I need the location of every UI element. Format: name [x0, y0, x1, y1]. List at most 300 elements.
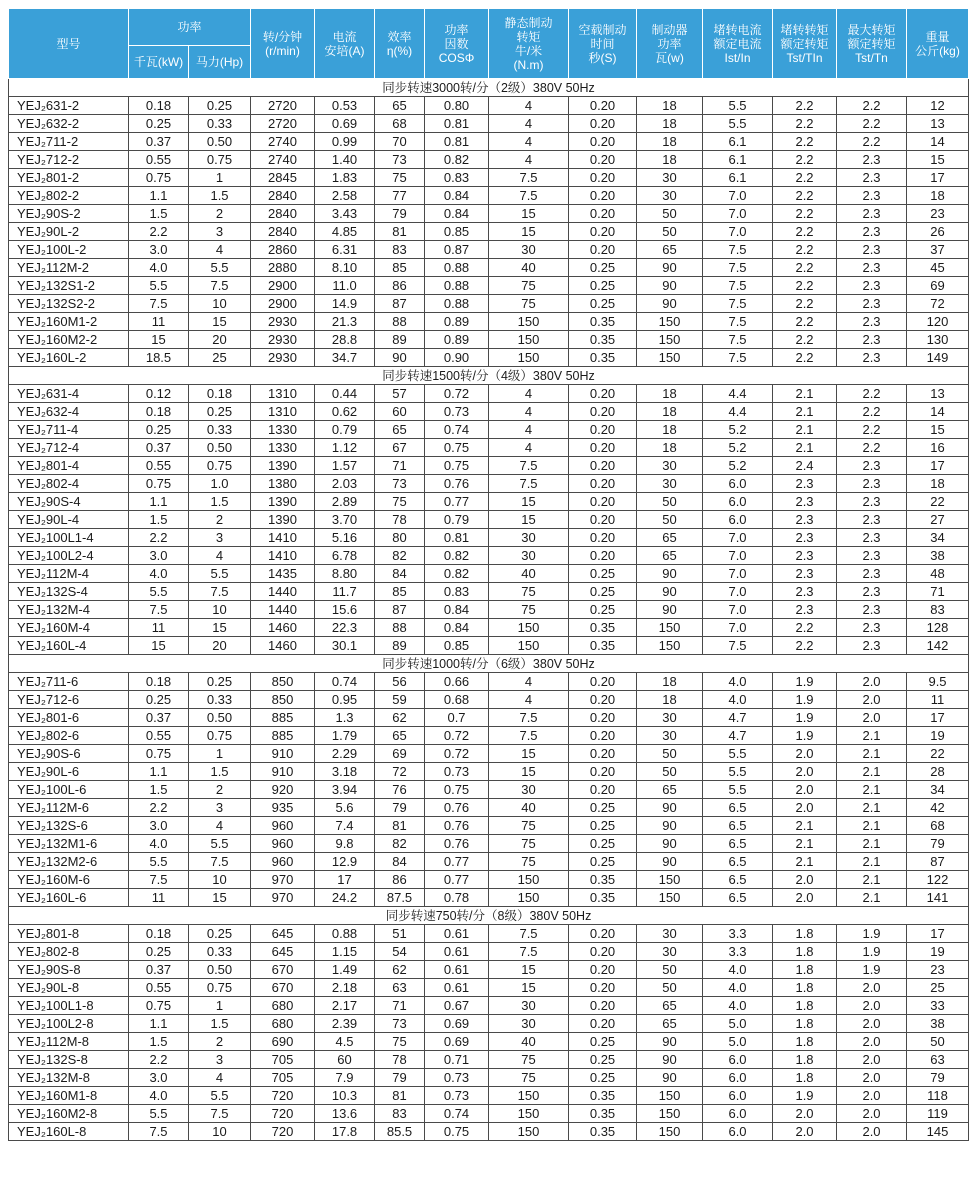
table-cell: 0.82: [425, 151, 489, 169]
model-cell: YEJ₂90S-2: [9, 205, 129, 223]
table-cell: 12: [907, 97, 969, 115]
table-cell: 18: [637, 421, 703, 439]
table-cell: 30: [489, 529, 569, 547]
table-row: [9, 1087, 969, 1105]
table-cell: 2.18: [315, 979, 375, 997]
model-cell: YEJ₂160M1-8: [9, 1087, 129, 1105]
table-cell: 960: [251, 817, 315, 835]
table-cell: 150: [637, 1105, 703, 1123]
table-cell: 0.61: [425, 925, 489, 943]
table-cell: 7.5: [489, 187, 569, 205]
table-cell: 2.0: [837, 1105, 907, 1123]
table-row: [9, 583, 969, 601]
table-cell: 2.3: [837, 529, 907, 547]
table-cell: 1.8: [773, 979, 837, 997]
table-cell: 40: [489, 259, 569, 277]
table-cell: 0.75: [129, 997, 189, 1015]
table-cell: 1410: [251, 529, 315, 547]
table-cell: 0.76: [425, 475, 489, 493]
table-cell: 6.0: [703, 1069, 773, 1087]
table-cell: 4: [489, 115, 569, 133]
table-cell: 15: [489, 961, 569, 979]
table-cell: 7.5: [489, 943, 569, 961]
table-cell: 7.5: [489, 457, 569, 475]
table-cell: 6.5: [703, 889, 773, 907]
table-cell: 2.0: [837, 1051, 907, 1069]
table-cell: 33: [907, 997, 969, 1015]
table-cell: 4: [489, 439, 569, 457]
table-cell: 2.2: [773, 133, 837, 151]
table-cell: 0.78: [425, 889, 489, 907]
table-cell: 2.3: [837, 547, 907, 565]
header-locked-current-line: Ist/In: [724, 50, 751, 65]
table-cell: 920: [251, 781, 315, 799]
model-cell: YEJ₂100L1-4: [9, 529, 129, 547]
table-cell: 2.1: [773, 817, 837, 835]
table-cell: 2.2: [837, 421, 907, 439]
table-cell: 150: [637, 349, 703, 367]
table-cell: 0.81: [425, 115, 489, 133]
model-cell: YEJ₂112M-8: [9, 1033, 129, 1051]
table-cell: 78: [375, 511, 425, 529]
table-cell: 2.0: [773, 799, 837, 817]
table-cell: 2.1: [837, 799, 907, 817]
table-cell: 2.3: [773, 529, 837, 547]
table-cell: 0.20: [569, 547, 637, 565]
table-cell: 82: [375, 547, 425, 565]
table-cell: 1390: [251, 511, 315, 529]
table-cell: 0.75: [129, 169, 189, 187]
table-cell: 62: [375, 961, 425, 979]
table-cell: 0.35: [569, 1123, 637, 1141]
group-title: 同步转速750转/分（8级）380V 50Hz: [9, 907, 969, 925]
table-cell: 2.3: [837, 619, 907, 637]
table-cell: 2.2: [773, 295, 837, 313]
table-cell: 7.5: [189, 853, 251, 871]
table-cell: 150: [489, 889, 569, 907]
table-cell: 0.33: [189, 691, 251, 709]
table-row: [9, 961, 969, 979]
header-max-torque-line: Tst/Tn: [855, 50, 888, 65]
table-cell: 720: [251, 1123, 315, 1141]
table-row: [9, 259, 969, 277]
table-cell: 5.5: [129, 1105, 189, 1123]
table-cell: 79: [375, 1069, 425, 1087]
table-cell: 0.25: [189, 97, 251, 115]
table-cell: 2: [189, 1033, 251, 1051]
model-cell: YEJ₂160L-8: [9, 1123, 129, 1141]
table-cell: 850: [251, 673, 315, 691]
table-cell: 0.20: [569, 691, 637, 709]
table-row: [9, 529, 969, 547]
table-cell: 0.20: [569, 979, 637, 997]
table-cell: 3.0: [129, 241, 189, 259]
header-locked-torque-line: Tst/TIn: [786, 50, 823, 65]
table-cell: 3: [189, 1051, 251, 1069]
table-cell: 65: [637, 997, 703, 1015]
table-cell: 90: [637, 835, 703, 853]
table-cell: 2.0: [837, 1033, 907, 1051]
table-cell: 7.5: [129, 601, 189, 619]
table-cell: 15: [907, 421, 969, 439]
table-cell: 0.35: [569, 889, 637, 907]
table-cell: 65: [637, 529, 703, 547]
table-row: [9, 115, 969, 133]
table-cell: 60: [375, 403, 425, 421]
table-cell: 149: [907, 349, 969, 367]
table-cell: 2.2: [129, 529, 189, 547]
table-cell: 122: [907, 871, 969, 889]
table-cell: 15: [189, 313, 251, 331]
table-cell: 2.1: [773, 835, 837, 853]
table-cell: 13: [907, 385, 969, 403]
table-cell: 150: [637, 871, 703, 889]
table-cell: 1.1: [129, 493, 189, 511]
table-cell: 10.3: [315, 1087, 375, 1105]
header-power-factor-line: 功率: [444, 22, 469, 37]
table-cell: 1.9: [837, 925, 907, 943]
model-cell: YEJ₂90L-8: [9, 979, 129, 997]
table-cell: 0.61: [425, 943, 489, 961]
model-cell: YEJ₂100L2-4: [9, 547, 129, 565]
table-cell: 0.79: [425, 511, 489, 529]
table-cell: 11.0: [315, 277, 375, 295]
table-cell: 4: [489, 97, 569, 115]
table-cell: 71: [907, 583, 969, 601]
model-cell: YEJ₂160M2-8: [9, 1105, 129, 1123]
table-cell: 7.5: [703, 277, 773, 295]
table-cell: 960: [251, 835, 315, 853]
table-cell: 4.4: [703, 403, 773, 421]
table-cell: 1: [189, 169, 251, 187]
table-row: [9, 349, 969, 367]
table-cell: 2.1: [837, 817, 907, 835]
table-row: [9, 1105, 969, 1123]
table-cell: 5.5: [703, 115, 773, 133]
table-cell: 7.5: [703, 313, 773, 331]
table-cell: 7.5: [189, 1105, 251, 1123]
table-cell: 6.0: [703, 1105, 773, 1123]
table-cell: 0.77: [425, 871, 489, 889]
model-cell: YEJ₂632-4: [9, 403, 129, 421]
table-cell: 4.4: [703, 385, 773, 403]
table-cell: 50: [637, 763, 703, 781]
table-cell: 4.0: [703, 673, 773, 691]
table-cell: 2740: [251, 151, 315, 169]
table-cell: 0.72: [425, 727, 489, 745]
table-cell: 7.5: [703, 331, 773, 349]
table-cell: 30: [637, 457, 703, 475]
table-cell: 84: [375, 853, 425, 871]
table-cell: 4.0: [129, 565, 189, 583]
table-cell: 0.88: [425, 277, 489, 295]
table-cell: 0.75: [425, 1123, 489, 1141]
table-cell: 2.2: [773, 331, 837, 349]
table-row: [9, 1069, 969, 1087]
table-cell: 0.33: [189, 943, 251, 961]
table-cell: 0.77: [425, 853, 489, 871]
table-cell: 4: [489, 403, 569, 421]
table-cell: 3.94: [315, 781, 375, 799]
table-cell: 1.1: [129, 187, 189, 205]
table-cell: 0.84: [425, 187, 489, 205]
table-cell: 2720: [251, 97, 315, 115]
table-cell: 10: [189, 1123, 251, 1141]
table-cell: 2.0: [837, 1087, 907, 1105]
table-cell: 65: [375, 421, 425, 439]
table-cell: 0.72: [425, 745, 489, 763]
table-cell: 0.18: [129, 403, 189, 421]
table-cell: 5.2: [703, 421, 773, 439]
table-row: [9, 565, 969, 583]
table-cell: 73: [375, 1015, 425, 1033]
table-cell: 5.5: [189, 259, 251, 277]
table-cell: 87.5: [375, 889, 425, 907]
table-cell: 18: [637, 403, 703, 421]
motor-spec-table: [8, 8, 969, 1141]
table-cell: 1.79: [315, 727, 375, 745]
table-cell: 1435: [251, 565, 315, 583]
table-cell: 0.76: [425, 835, 489, 853]
table-cell: 7.4: [315, 817, 375, 835]
table-cell: 4: [489, 421, 569, 439]
table-cell: 78: [375, 1051, 425, 1069]
table-cell: 54: [375, 943, 425, 961]
table-cell: 2.0: [773, 1123, 837, 1141]
header-weight: [907, 9, 969, 79]
model-cell: YEJ₂160M-4: [9, 619, 129, 637]
table-cell: 75: [489, 853, 569, 871]
header-static-torque-line: 静态制动: [504, 15, 553, 30]
header-max-torque-line: 额定转矩: [847, 36, 896, 51]
table-cell: 0.50: [189, 133, 251, 151]
table-cell: 75: [489, 1051, 569, 1069]
table-cell: 0.25: [569, 1069, 637, 1087]
table-cell: 0.82: [425, 565, 489, 583]
table-cell: 30: [489, 547, 569, 565]
table-cell: 2: [189, 205, 251, 223]
table-cell: 1.5: [129, 781, 189, 799]
table-cell: 30: [489, 781, 569, 799]
table-cell: 1: [189, 745, 251, 763]
header-power: 功率: [129, 9, 251, 46]
table-cell: 0.20: [569, 403, 637, 421]
table-cell: 0.25: [569, 601, 637, 619]
table-cell: 1.3: [315, 709, 375, 727]
table-cell: 0.79: [315, 421, 375, 439]
table-cell: 2.0: [837, 979, 907, 997]
table-cell: 0.76: [425, 799, 489, 817]
table-cell: 6.1: [703, 169, 773, 187]
table-cell: 850: [251, 691, 315, 709]
table-cell: 7.5: [703, 637, 773, 655]
table-cell: 86: [375, 871, 425, 889]
table-cell: 1330: [251, 439, 315, 457]
model-cell: YEJ₂100L-2: [9, 241, 129, 259]
table-cell: 90: [637, 817, 703, 835]
table-cell: 2.2: [773, 277, 837, 295]
table-cell: 2.3: [773, 565, 837, 583]
table-cell: 118: [907, 1087, 969, 1105]
table-cell: 70: [375, 133, 425, 151]
table-cell: 50: [637, 961, 703, 979]
model-cell: YEJ₂132S-6: [9, 817, 129, 835]
table-cell: 0.20: [569, 1015, 637, 1033]
table-row: [9, 853, 969, 871]
table-row: [9, 871, 969, 889]
table-cell: 6.0: [703, 1123, 773, 1141]
table-cell: 1: [189, 997, 251, 1015]
table-row: [9, 709, 969, 727]
table-cell: 0.73: [425, 403, 489, 421]
table-cell: 0.75: [189, 979, 251, 997]
table-cell: 77: [375, 187, 425, 205]
model-cell: YEJ₂100L-6: [9, 781, 129, 799]
table-cell: 145: [907, 1123, 969, 1141]
table-cell: 2.2: [773, 637, 837, 655]
table-cell: 0.62: [315, 403, 375, 421]
table-cell: 15: [189, 619, 251, 637]
table-cell: 27: [907, 511, 969, 529]
model-cell: YEJ₂100L1-8: [9, 997, 129, 1015]
table-cell: 1460: [251, 637, 315, 655]
table-cell: 40: [489, 565, 569, 583]
table-cell: 11: [129, 313, 189, 331]
table-cell: 1.8: [773, 943, 837, 961]
model-cell: YEJ₂132S-8: [9, 1051, 129, 1069]
table-cell: 2.2: [837, 385, 907, 403]
table-row: [9, 601, 969, 619]
table-cell: 40: [489, 799, 569, 817]
table-cell: 0.76: [425, 817, 489, 835]
table-cell: 2.3: [837, 331, 907, 349]
table-cell: 3.0: [129, 1069, 189, 1087]
table-cell: 2.3: [837, 637, 907, 655]
table-cell: 0.77: [425, 493, 489, 511]
table-cell: 670: [251, 979, 315, 997]
table-cell: 2.89: [315, 493, 375, 511]
model-cell: YEJ₂711-2: [9, 133, 129, 151]
table-cell: 2.0: [837, 709, 907, 727]
table-cell: 50: [907, 1033, 969, 1051]
table-cell: 0.20: [569, 673, 637, 691]
table-cell: 0.75: [425, 457, 489, 475]
table-cell: 0.20: [569, 529, 637, 547]
table-row: [9, 1123, 969, 1141]
model-cell: YEJ₂100L2-8: [9, 1015, 129, 1033]
table-cell: 2.1: [773, 853, 837, 871]
table-cell: 83: [375, 241, 425, 259]
table-cell: 1.8: [773, 1033, 837, 1051]
table-cell: 2.1: [837, 745, 907, 763]
table-cell: 26: [907, 223, 969, 241]
table-cell: 2720: [251, 115, 315, 133]
table-cell: 22: [907, 745, 969, 763]
table-cell: 10: [189, 871, 251, 889]
table-row: [9, 925, 969, 943]
table-cell: 142: [907, 637, 969, 655]
table-cell: 2.3: [837, 565, 907, 583]
table-cell: 0.20: [569, 475, 637, 493]
table-cell: 15: [907, 151, 969, 169]
table-cell: 5.6: [315, 799, 375, 817]
table-cell: 0.44: [315, 385, 375, 403]
table-cell: 0.95: [315, 691, 375, 709]
model-cell: YEJ₂802-4: [9, 475, 129, 493]
table-cell: 910: [251, 745, 315, 763]
table-cell: 0.88: [425, 295, 489, 313]
model-cell: YEJ₂631-4: [9, 385, 129, 403]
table-cell: 0.35: [569, 637, 637, 655]
table-cell: 150: [637, 619, 703, 637]
table-cell: 2.3: [837, 151, 907, 169]
table-cell: 90: [637, 1051, 703, 1069]
table-cell: 50: [637, 205, 703, 223]
table-cell: 83: [375, 1105, 425, 1123]
table-cell: 0.20: [569, 709, 637, 727]
table-cell: 10: [189, 601, 251, 619]
table-cell: 14.9: [315, 295, 375, 313]
table-row: [9, 889, 969, 907]
table-cell: 0.83: [425, 169, 489, 187]
table-cell: 2.0: [773, 781, 837, 799]
table-row: [9, 187, 969, 205]
table-cell: 0.20: [569, 763, 637, 781]
table-row: [9, 403, 969, 421]
table-cell: 0.20: [569, 169, 637, 187]
table-cell: 6.0: [703, 493, 773, 511]
table-cell: 2900: [251, 295, 315, 313]
table-cell: 150: [489, 313, 569, 331]
table-cell: 0.72: [425, 385, 489, 403]
table-cell: 25: [907, 979, 969, 997]
table-cell: 5.16: [315, 529, 375, 547]
table-cell: 34: [907, 529, 969, 547]
table-cell: 0.53: [315, 97, 375, 115]
table-cell: 0.25: [569, 259, 637, 277]
table-cell: 0.55: [129, 727, 189, 745]
table-cell: 0.25: [129, 943, 189, 961]
table-cell: 45: [907, 259, 969, 277]
table-cell: 4.0: [703, 997, 773, 1015]
table-cell: 0.20: [569, 115, 637, 133]
table-cell: 0.25: [189, 925, 251, 943]
header-efficiency: [375, 9, 425, 79]
table-cell: 1.5: [129, 1033, 189, 1051]
table-cell: 1440: [251, 601, 315, 619]
table-cell: 7.0: [703, 187, 773, 205]
table-cell: 30: [637, 475, 703, 493]
table-row: [9, 493, 969, 511]
table-cell: 2.29: [315, 745, 375, 763]
table-cell: 1.5: [189, 1015, 251, 1033]
table-cell: 2.3: [837, 511, 907, 529]
table-cell: 2.1: [773, 403, 837, 421]
header-static-torque-line: 牛/米: [514, 43, 543, 58]
table-cell: 1.8: [773, 925, 837, 943]
table-cell: 5.5: [703, 763, 773, 781]
model-cell: YEJ₂712-4: [9, 439, 129, 457]
table-cell: 0.20: [569, 241, 637, 259]
table-cell: 5.5: [189, 835, 251, 853]
table-row: [9, 205, 969, 223]
table-row: [9, 943, 969, 961]
table-cell: 0.20: [569, 727, 637, 745]
table-cell: 0.7: [425, 709, 489, 727]
table-cell: 0.99: [315, 133, 375, 151]
table-cell: 67: [375, 439, 425, 457]
table-cell: 4: [489, 133, 569, 151]
